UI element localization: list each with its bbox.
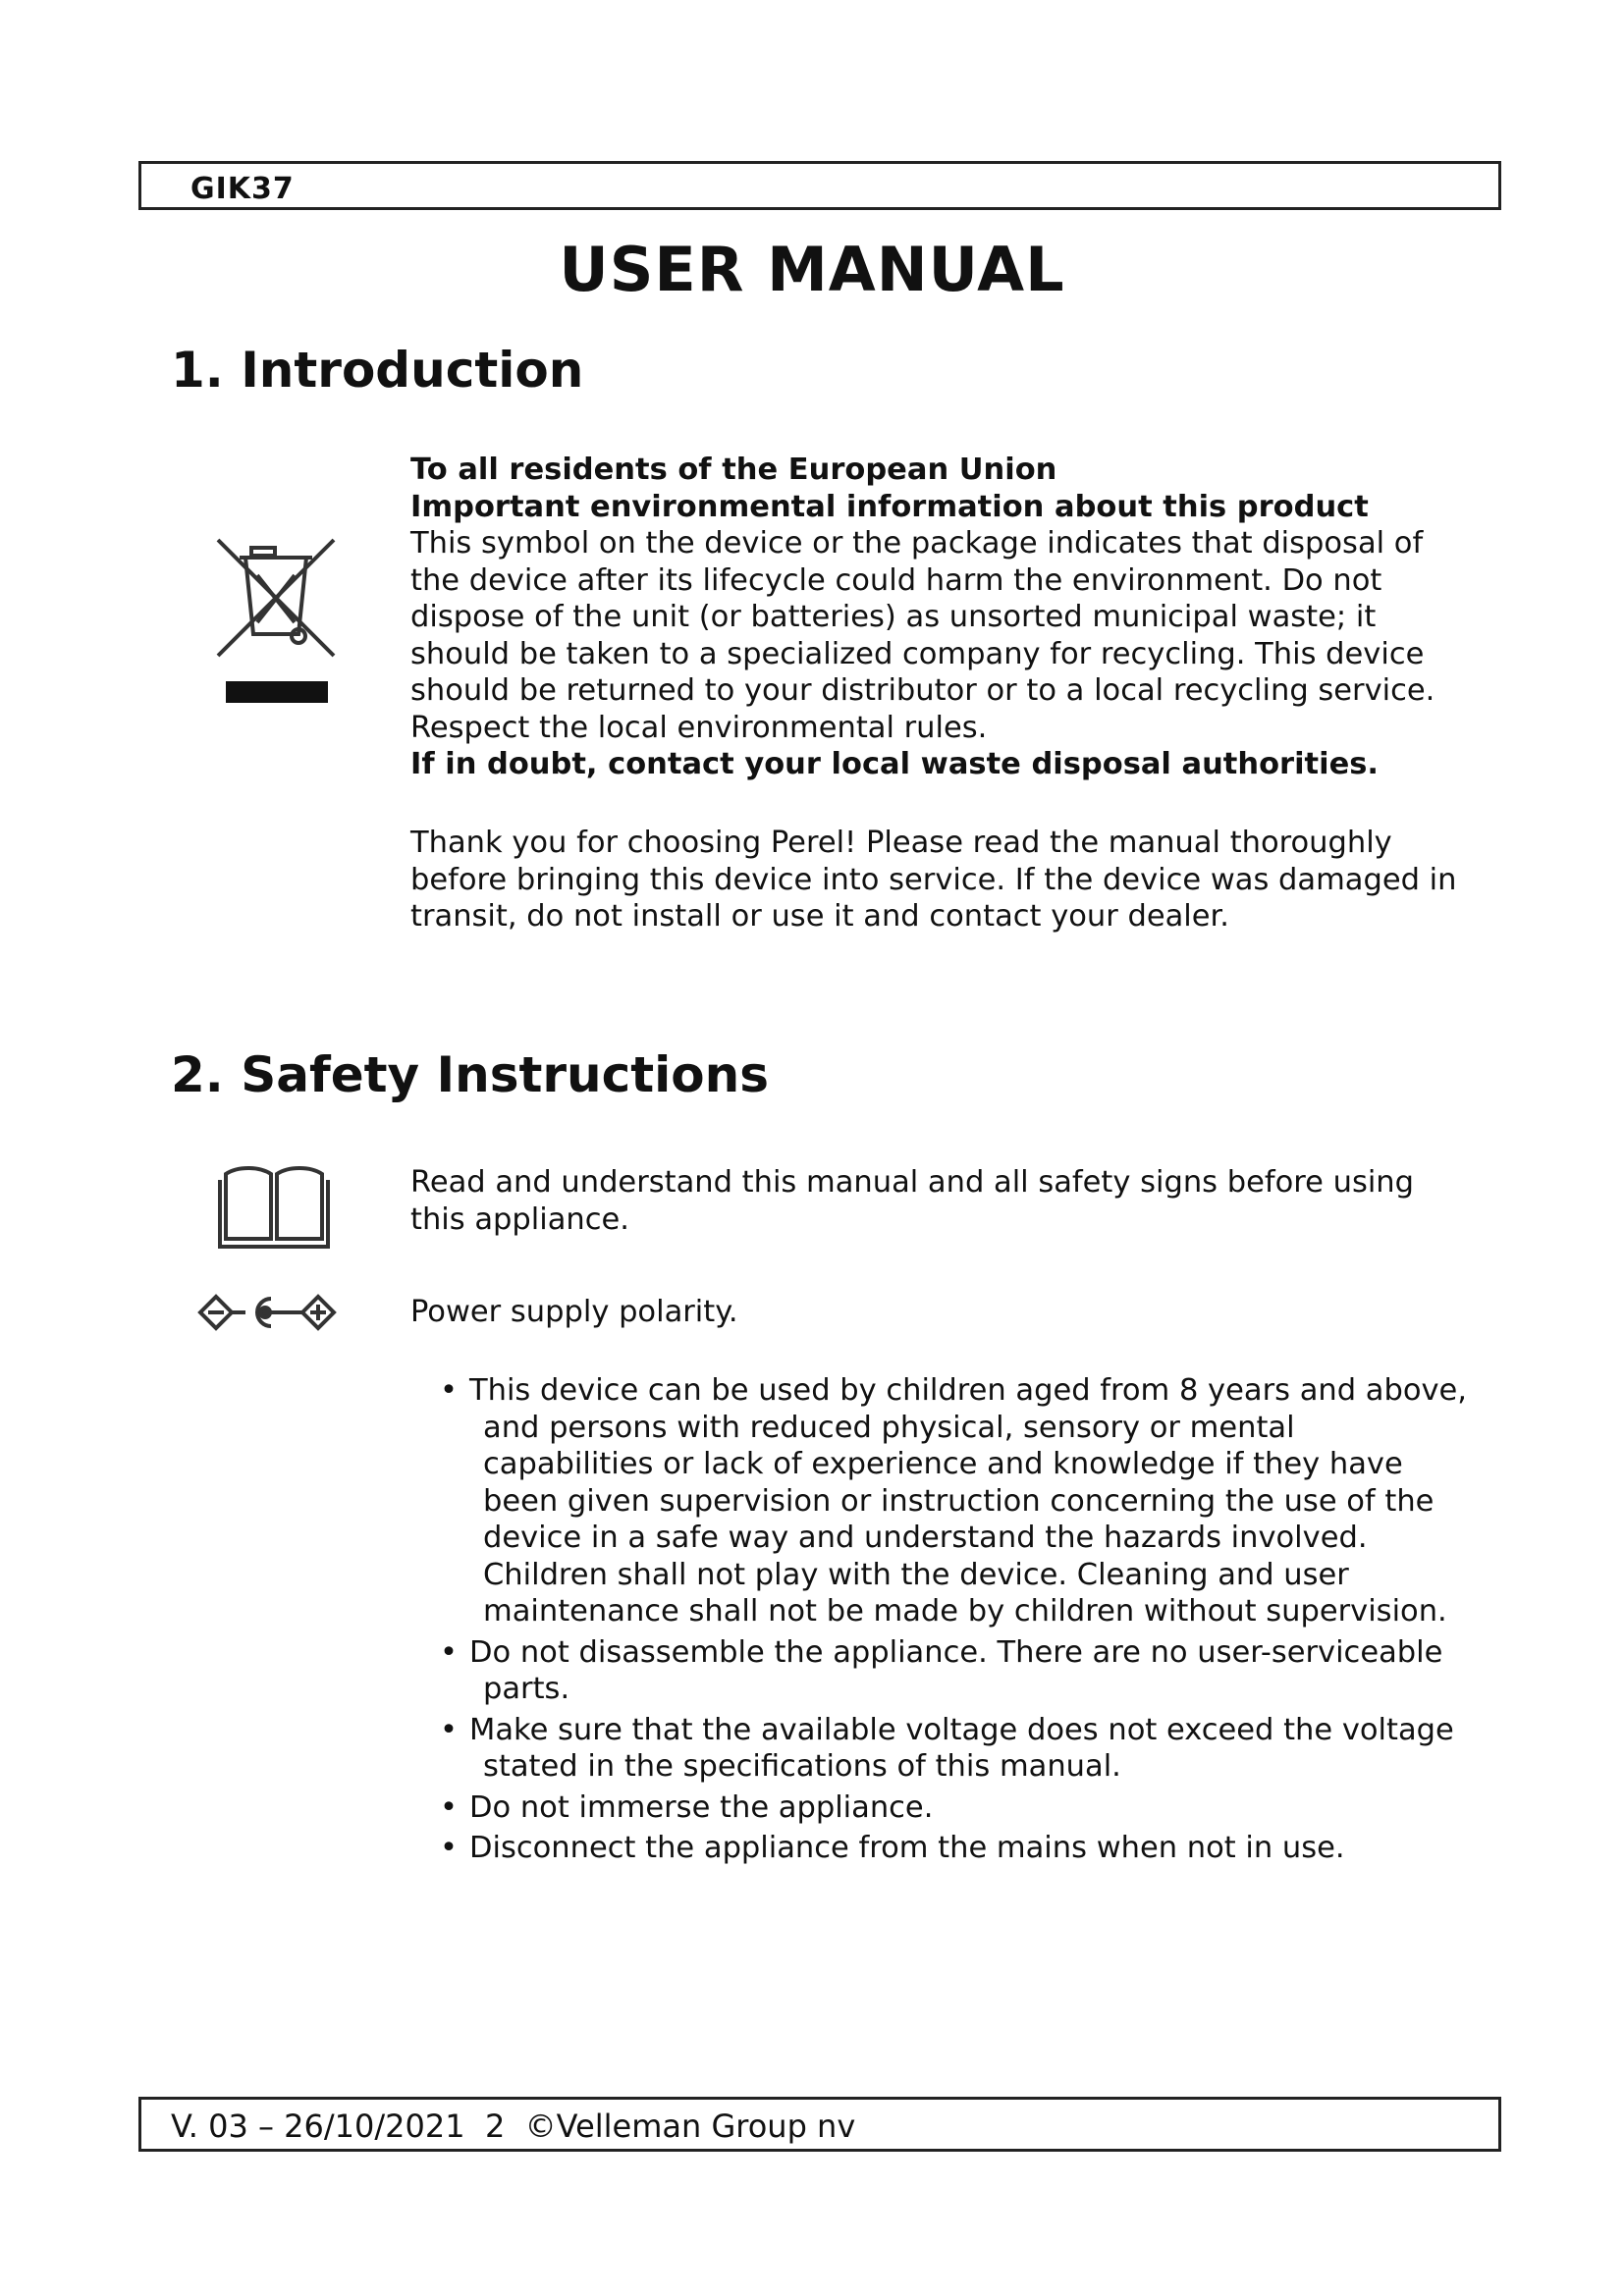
polarity-paragraph: Power supply polarity. [410,1295,738,1329]
eu-notice-body: This symbol on the device or the package indicates that disposal of the device after its lifecycle could harm the environment. Do not dispose of the unit (or batteries) as unsorted municipal waste; it should be taken to a specialized company for recycling. This device should be returned to your distributor or to a local recycling service. Respect the local environmental rules. [410,526,1435,745]
safety-bullet-list [410,1372,1471,1871]
list-item: • Disconnect the appliance from the mains when not in use. [440,1831,1345,1865]
polarity-icon [196,1288,353,1337]
footer-box [138,2097,1501,2152]
list-item: • Make sure that the available voltage does not exceed the voltage stated in the specifications of this manual. [440,1712,1454,1784]
read-manual-icon [216,1158,332,1253]
eu-notice-doubt: If in doubt, contact your local waste disposal authorities. [410,747,1380,781]
read-manual-text [410,1164,1471,1238]
thank-you-text [410,825,1471,935]
polarity-text [410,1294,1471,1331]
eu-notice-title: To all residents of the European Union [410,453,1057,487]
footer-text: V. 03 – 26/10/2021 2 ©Velleman Group nv [171,2108,856,2145]
read-manual-paragraph: Read and understand this manual and all safety signs before using this appliance. [410,1165,1415,1237]
list-item: • Do not immerse the appliance. [440,1789,934,1825]
eu-notice-subtitle: Important environmental information about this product [410,489,1369,524]
eu-notice [410,452,1471,783]
list-item: • This device can be used by children aged from 8 years and above, and persons with reduced physical, sensory or mental capabilities or lack of experience and knowledge if they have been given supervision or instruction concerning the use of the device in a safe way and understand the hazards involved. Children shall not play with the device. Cleaning and user maintenance shall not be made by children without supervision. [440,1373,1467,1629]
model-code: GIK37 [190,172,295,206]
weee-bin-icon [214,536,338,709]
list-item: • Do not disassemble the appliance. There are no user-serviceable parts. [440,1634,1443,1706]
thank-you-paragraph: Thank you for choosing Perel! Please read the manual thoroughly before bringing this device into service. If the device was damaged in transit, do not install or use it and contact your dealer. [410,826,1457,934]
section-heading-safety: 2. Safety Instructions [171,1046,770,1103]
page-title: USER MANUAL [559,234,1065,305]
section-heading-introduction: 1. Introduction [171,342,584,399]
header-box [138,161,1501,210]
